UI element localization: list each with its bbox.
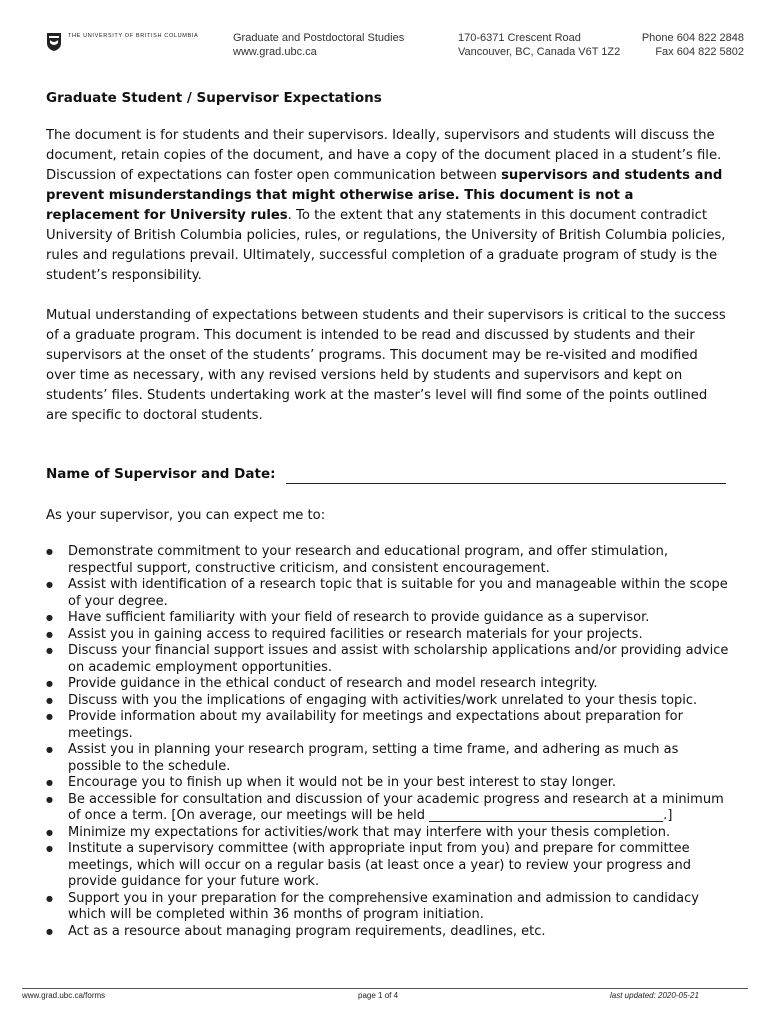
expectation-item: ● Encourage you to finish up when it would not be in your best interest to stay longer. bbox=[46, 775, 730, 792]
department-website: www.grad.ubc.ca bbox=[233, 46, 317, 58]
address-city: Vancouver, BC, Canada V6T 1Z2 bbox=[458, 46, 621, 58]
expectation-item: ● Have sufficient familiarity with your field of research to provide guidance as a supervisor. bbox=[46, 610, 730, 627]
letterhead bbox=[0, 0, 770, 70]
supervisor-name-date-label: Name of Supervisor and Date: bbox=[46, 466, 276, 482]
footer-page-number: page 1 of 4 bbox=[358, 991, 399, 1000]
supervisor-name-date-blank[interactable] bbox=[286, 468, 727, 484]
expectation-item: ● Be accessible for consultation and discussion of your academic progress and research at a minimum of once a term. [On average, our meetings will be held ____________________________________.] bbox=[46, 792, 730, 825]
address-street: 170-6371 Crescent Road bbox=[458, 32, 581, 44]
expectation-item: ● Institute a supervisory committee (with appropriate input from you) and prepare for committee meetings, which will occur on a regular basis (at least once a year) to review your progress and provide guidance for your future work. bbox=[46, 841, 730, 891]
expectation-item: ● Assist you in planning your research program, setting a time frame, and adhering as much as possible to the schedule. bbox=[46, 742, 730, 775]
intro-paragraph-emphasis: supervisors and students and prevent misunderstandings that might otherwise arise. This document is not a replacement for University rules bbox=[46, 168, 723, 223]
university-name: THE UNIVERSITY OF BRITISH COLUMBIA bbox=[68, 33, 199, 39]
expectations-intro: As your supervisor, you can expect me to: bbox=[46, 508, 326, 523]
expectation-item: ● Discuss your financial support issues and assist with scholarship applications and/or providing advice on academic employment opportunities. bbox=[46, 643, 730, 676]
expectation-item: ● Discuss with you the implications of engaging with activities/work unrelated to your thesis topic. bbox=[46, 693, 730, 710]
expectation-item: ● Demonstrate commitment to your research and educational program, and offer stimulation, respectful support, constructive criticism, and consistent encouragement. bbox=[46, 544, 730, 577]
footer-divider bbox=[22, 988, 748, 989]
ubc-crest-icon bbox=[46, 32, 62, 52]
intro-paragraph-end: . To the extent that any statements in this document contradict University of British Columbia policies, rules, or regulations, the University of British Columbia policies, rules and regulations prevail. Ultimately, successful completion of a graduate program of study is the student’s responsibility. bbox=[46, 208, 726, 283]
intro-paragraph-start: The document is for students and their supervisors. Ideally, supervisors and students will discuss the document, retain copies of the document, and have a copy of the document placed in a student’s file. Discussion of expectations can foster open communication between bbox=[46, 128, 722, 183]
footer-last-updated: last updated: 2020-05-21 bbox=[610, 991, 699, 1000]
expectations-list bbox=[46, 544, 730, 940]
mutual-understanding-paragraph: Mutual understanding of expectations between students and their supervisors is critical to the success of a graduate program. This document is intended to be read and discussed by students and their supervisors at the onset of the students’ programs. This document may be re-visited and modified over time as necessary, with any revised versions held by students and supervisors and kept on students’ files. Students undertaking work at the master’s level will find some of the points outlined are specific to doctoral students. bbox=[46, 308, 726, 423]
document-title: Graduate Student / Supervisor Expectations bbox=[46, 90, 382, 106]
fax-number: Fax 604 822 5802 bbox=[655, 46, 744, 58]
document-body bbox=[46, 88, 730, 940]
expectation-item: ● Provide guidance in the ethical conduct of research and model research integrity. bbox=[46, 676, 730, 693]
phone-number: Phone 604 822 2848 bbox=[641, 32, 744, 44]
contact-block bbox=[642, 31, 744, 59]
expectation-item: ● Minimize my expectations for activities/work that may interfere with your thesis completion. bbox=[46, 825, 730, 842]
intro-paragraph bbox=[46, 126, 730, 286]
supervisor-name-date-field bbox=[46, 464, 730, 484]
expectation-item: ● Act as a resource about managing program requirements, deadlines, etc. bbox=[46, 924, 730, 941]
expectation-item: ● Support you in your preparation for the comprehensive examination and admission to candidacy which will be completed within 36 months of program initiation. bbox=[46, 891, 730, 924]
address-block bbox=[458, 31, 620, 59]
expectation-item: ● Assist with identification of a research topic that is suitable for you and manageable within the scope of your degree. bbox=[46, 577, 730, 610]
expectation-item: ● Assist you in gaining access to required facilities or research materials for your projects. bbox=[46, 627, 730, 644]
department-block bbox=[233, 31, 404, 59]
department-name: Graduate and Postdoctoral Studies bbox=[233, 32, 405, 44]
expectation-item: ● Provide information about my availability for meetings and expectations about preparation for meetings. bbox=[46, 709, 730, 742]
footer-forms-url: www.grad.ubc.ca/forms bbox=[22, 991, 106, 1000]
